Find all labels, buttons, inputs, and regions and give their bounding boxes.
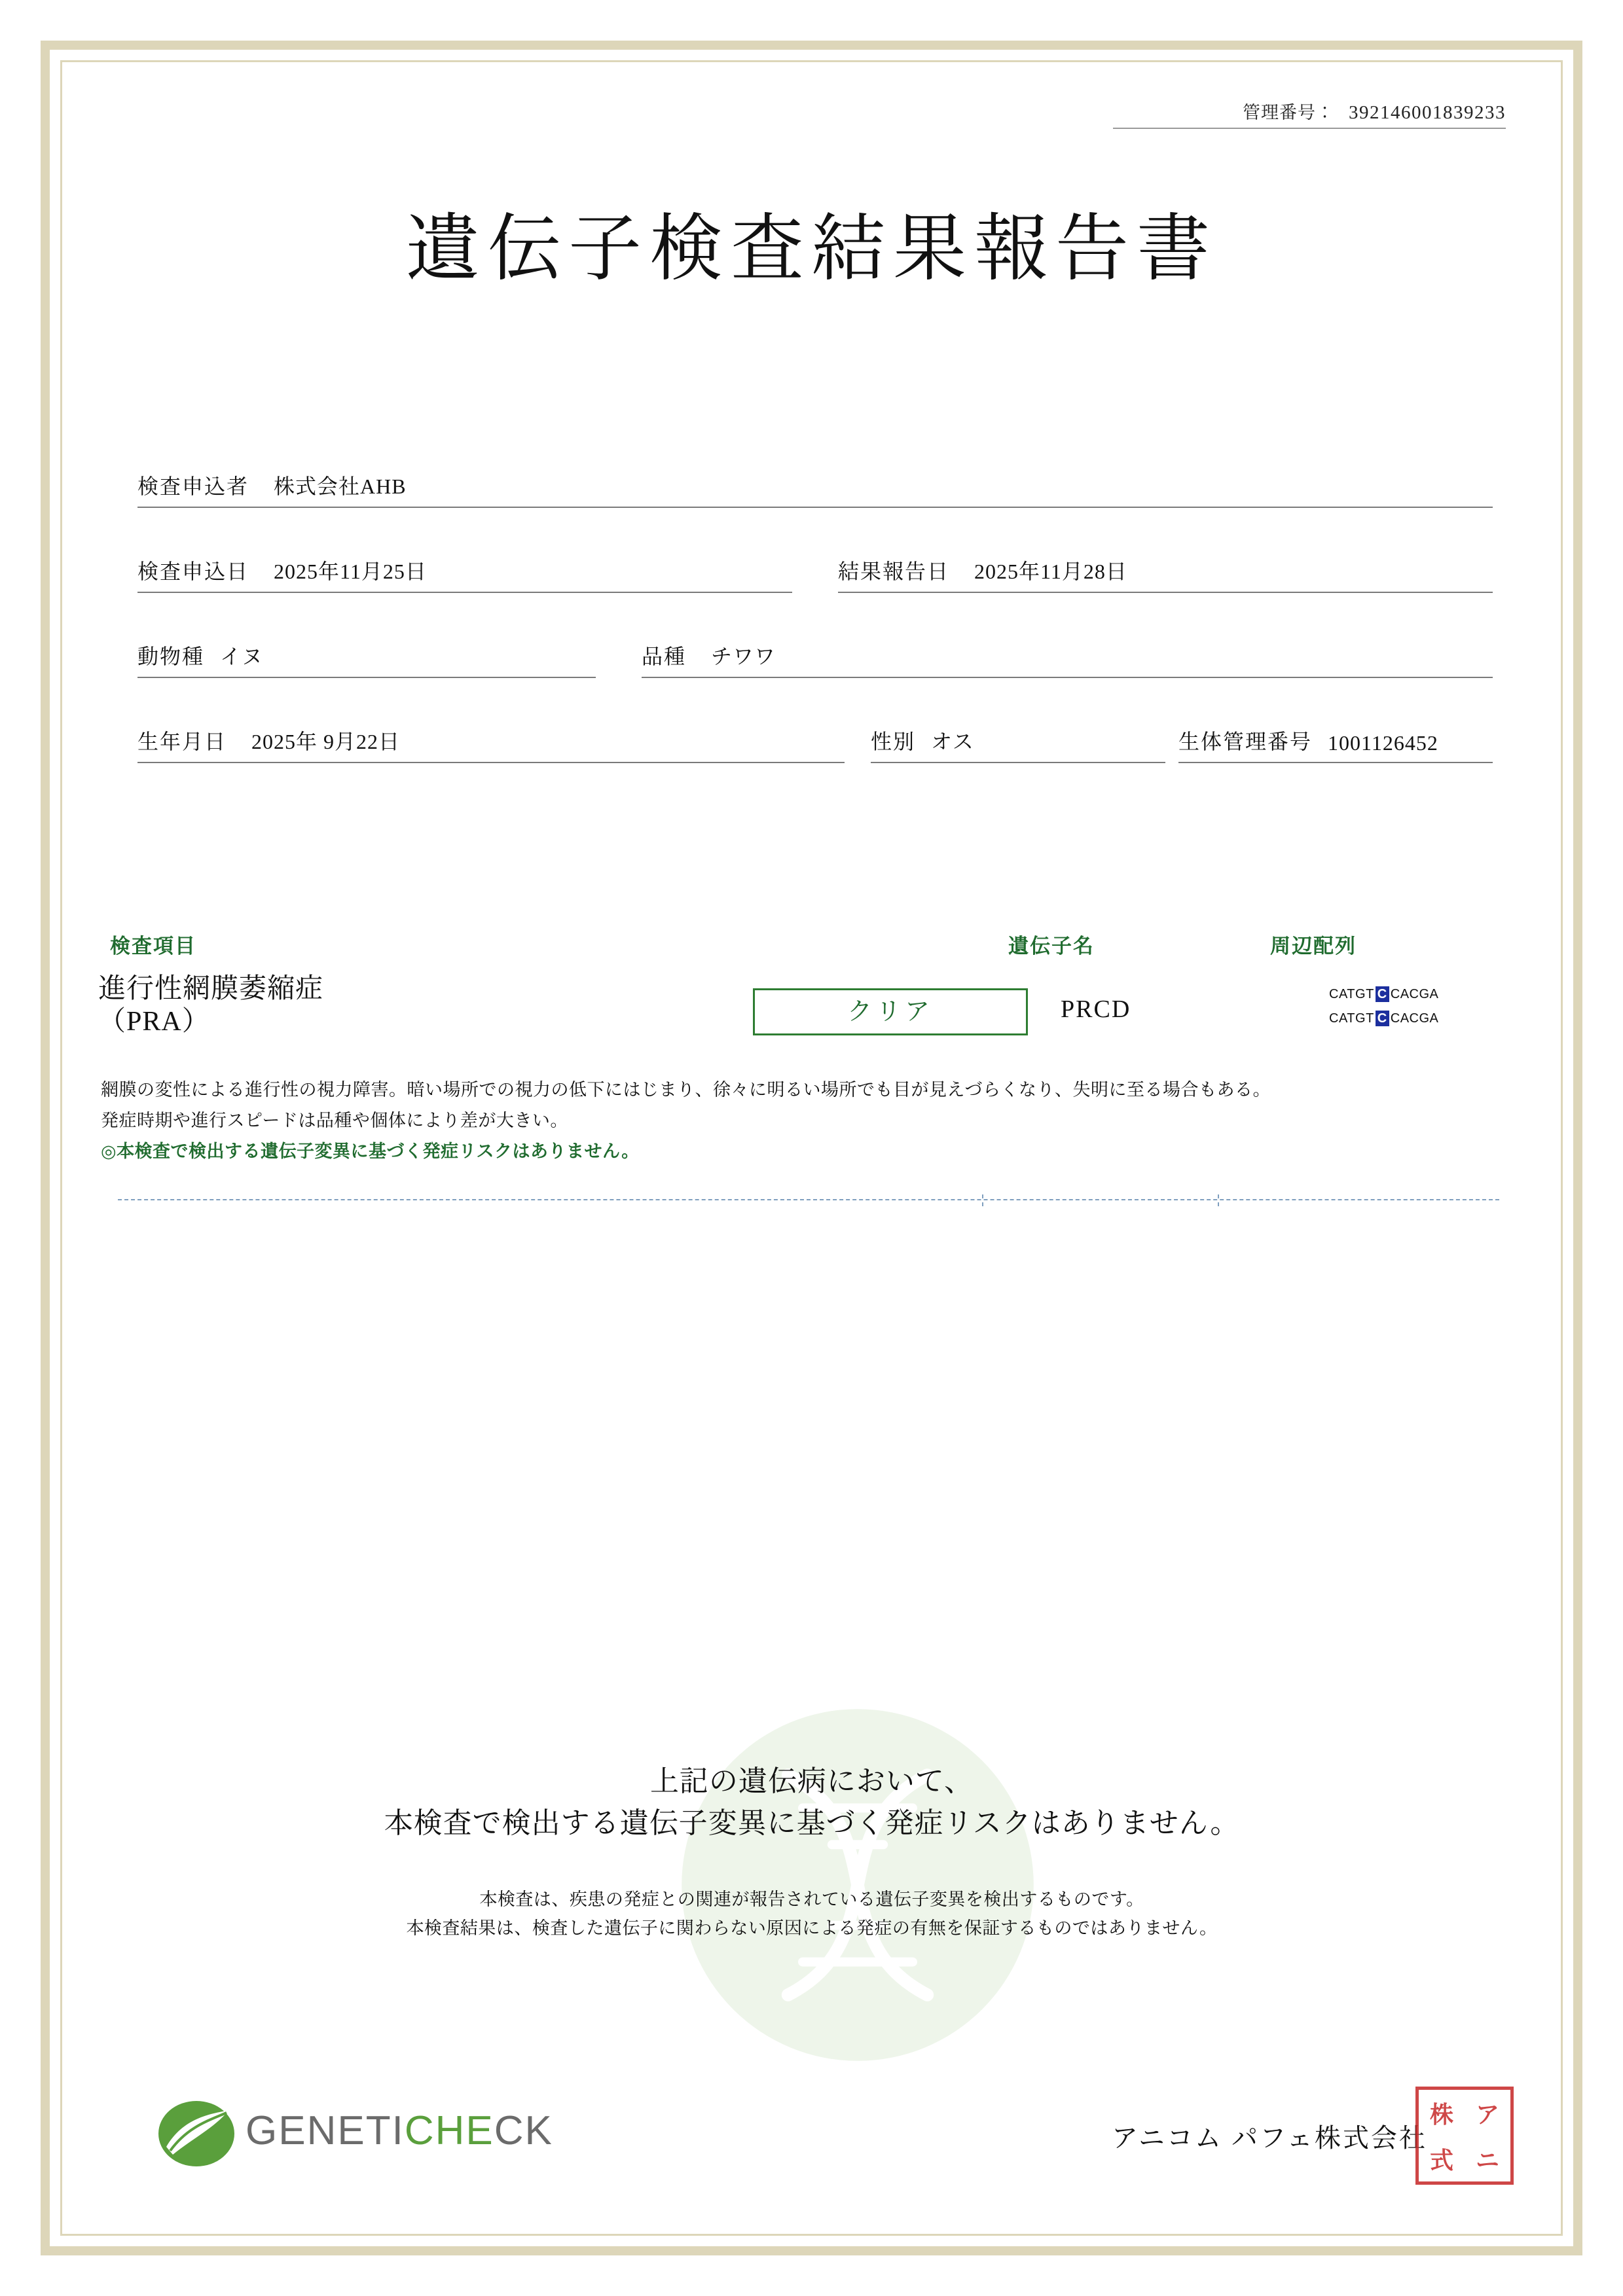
field-applicant-value: 株式会社AHB	[274, 475, 407, 498]
field-animal-id	[1178, 725, 1493, 763]
description-line-1: 網膜の変性による進行性の視力障害。暗い場所での視力の低下にはじまり、徐々に明るい場所でも目が見えづらくなり、失明に至る場合もある。	[101, 1080, 1271, 1100]
status-badge: クリア	[753, 988, 1028, 1035]
disease-name	[98, 973, 323, 1038]
sequence-highlight: C	[1376, 1011, 1389, 1026]
field-birth-label: 生年月日	[137, 730, 227, 753]
field-animal-id-label: 生体管理番号	[1178, 730, 1313, 753]
field-report-date-value: 2025年11月28日	[974, 560, 1127, 583]
field-report-date	[838, 555, 1493, 593]
meta-row-applicant	[137, 465, 1493, 508]
seal-char: 株	[1429, 2100, 1453, 2128]
logo-text-part1: GENETI	[246, 2108, 405, 2153]
result-row	[98, 969, 1525, 1060]
control-number-label: 管理番号：	[1243, 103, 1334, 122]
summary-block	[98, 1761, 1525, 1844]
sequence-highlight: C	[1376, 986, 1389, 1002]
seal-char: ニ	[1475, 2146, 1499, 2174]
gene-name-value: PRCD	[1061, 996, 1131, 1023]
field-species-label: 動物種	[137, 645, 205, 668]
logo-text-part2: CHE	[404, 2108, 494, 2153]
meta-row-species	[137, 635, 1493, 678]
disease-name-main: 進行性網膜萎縮症	[98, 974, 324, 1004]
company-name: アニコム パフェ株式会社	[1112, 2123, 1427, 2153]
sequence-right: CACGA	[1390, 987, 1439, 1001]
summary-line-1: 上記の遺伝病において、	[649, 1765, 974, 1797]
seal-char: ア	[1475, 2100, 1499, 2128]
sequence-left: CATGT	[1329, 987, 1374, 1001]
field-apply-date	[137, 555, 792, 593]
sequence-right: CACGA	[1390, 1011, 1439, 1026]
sequence-line	[1329, 987, 1438, 1002]
section-divider	[118, 1199, 1499, 1200]
report-content	[98, 79, 1525, 2219]
description-line-3: ◎本検査で検出する遺伝子変異に基づく発症リスクはありません。	[101, 1141, 640, 1161]
field-species-value: イヌ	[220, 645, 264, 668]
column-header-item: 検査項目	[110, 935, 196, 958]
field-breed-label: 品種	[642, 645, 687, 668]
divider-tick	[1218, 1194, 1219, 1206]
column-header-sequence: 周辺配列	[1270, 935, 1357, 958]
meta-row-dates	[137, 550, 1493, 593]
field-applicant	[137, 470, 1493, 508]
company-seal-stamp	[1415, 2087, 1514, 2185]
field-applicant-label: 検査申込者	[137, 475, 249, 498]
meta-fields	[137, 465, 1493, 805]
sequence-left: CATGT	[1329, 1011, 1374, 1026]
disease-name-sub: （PRA）	[98, 1007, 210, 1037]
summary-note-2: 本検査結果は、検査した遺伝子に関わらない原因による発症の有無を保証するものではありません。	[406, 1918, 1218, 1938]
logo-text-part3: CK	[494, 2108, 553, 2153]
field-animal-id-value: 1001126452	[1328, 731, 1438, 755]
field-apply-date-value: 2025年11月25日	[274, 560, 427, 583]
control-number-value: 392146001839233	[1349, 102, 1506, 123]
field-sex-label: 性別	[871, 730, 916, 753]
geneticheck-logo	[105, 2088, 602, 2179]
field-species	[137, 640, 596, 678]
leaf-logo-icon	[157, 2098, 236, 2169]
summary-line-2: 本検査で検出する遺伝子変異に基づく発症リスクはありません。	[384, 1807, 1240, 1839]
disease-description	[101, 1077, 1515, 1169]
field-sex-value: オス	[931, 730, 974, 753]
field-birth-value: 2025年 9月22日	[251, 730, 401, 753]
seal-characters	[1419, 2090, 1510, 2181]
summary-note-1: 本検査は、疾患の発症との関連が報告されている遺伝子変異を検出するものです。	[479, 1890, 1144, 1909]
description-line-2: 発症時期や進行スピードは品種や個体により差が大きい。	[101, 1111, 568, 1130]
field-breed-value: チワワ	[711, 645, 776, 668]
field-birth	[137, 725, 845, 763]
sequence-block	[1329, 987, 1438, 1035]
control-number-row	[1113, 98, 1506, 129]
result-table-header	[98, 929, 1525, 956]
column-header-gene: 遺伝子名	[1008, 935, 1095, 958]
page-title: 遺伝子検査結果報告書	[406, 209, 1218, 290]
field-breed	[642, 640, 1493, 678]
field-apply-date-label: 検査申込日	[137, 560, 249, 583]
sequence-line	[1329, 1011, 1438, 1026]
summary-note-block	[98, 1885, 1525, 1943]
divider-tick	[982, 1194, 983, 1206]
field-report-date-label: 結果報告日	[838, 560, 950, 583]
meta-row-birth	[137, 720, 1493, 763]
logo-wordmark	[246, 2108, 553, 2154]
seal-char: 式	[1429, 2146, 1453, 2174]
field-sex	[871, 725, 1165, 763]
